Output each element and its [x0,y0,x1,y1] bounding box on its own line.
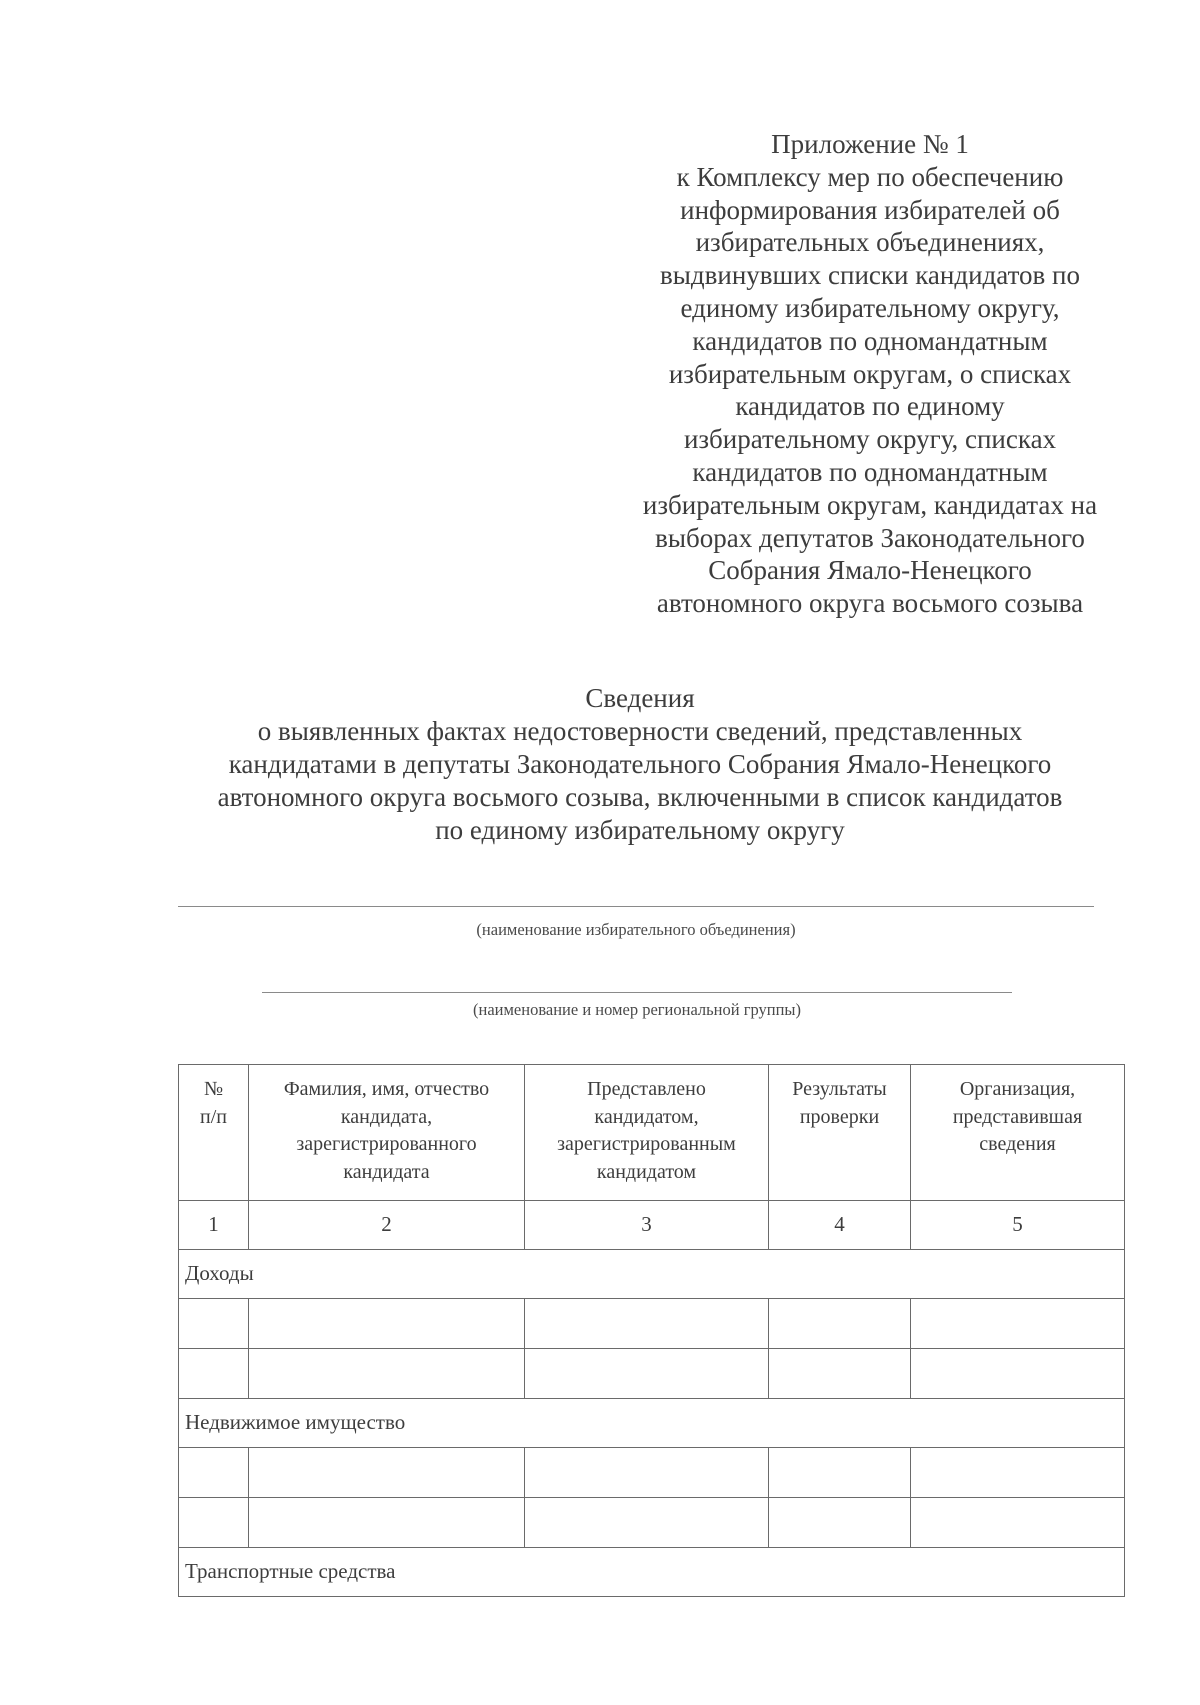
title-line: по единому избирательному округу [435,815,845,845]
title-line: кандидатами в депутаты Законодательного Собрания Ямало-Ненецкого [228,749,1052,779]
table-cell [911,1299,1125,1349]
table-cell [249,1349,525,1399]
table-cell [179,1498,249,1548]
table-row [179,1448,1125,1498]
title-line: о выявленных фактах недостоверности сведений, представленных [257,716,1023,746]
section-row-vehicles [179,1548,1125,1597]
appendix-line: кандидатов по одномандатным [692,456,1048,487]
header-cell-number: № п/п [179,1065,249,1201]
section-label: Транспортные средства [179,1548,1125,1597]
table-cell [911,1448,1125,1498]
table-header-row [179,1065,1125,1201]
title-heading: Сведения [585,683,695,713]
column-number: 1 [179,1201,249,1250]
column-numbers-row [179,1201,1125,1250]
column-number: 4 [769,1201,911,1250]
table-cell [769,1349,911,1399]
appendix-line: Собрания Ямало-Ненецкого [708,555,1032,586]
table-row [179,1299,1125,1349]
table-cell [911,1349,1125,1399]
table-cell [769,1299,911,1349]
table-cell [525,1448,769,1498]
appendix-line: избирательных объединениях, [695,227,1045,258]
association-fill-line [178,906,1094,907]
table-row [179,1349,1125,1399]
section-row-income [179,1250,1125,1299]
appendix-line: единому избирательному округу, [680,292,1060,323]
association-caption: (наименование избирательного объединения) [476,920,796,939]
table-cell [179,1349,249,1399]
section-row-real-estate [179,1399,1125,1448]
document-title [120,682,1160,847]
table-cell [769,1498,911,1548]
table-cell [249,1448,525,1498]
table-cell [179,1448,249,1498]
header-cell-organization: Организация, представившая сведения [911,1065,1125,1201]
column-number: 3 [525,1201,769,1250]
appendix-block [620,128,1120,620]
appendix-line: кандидатов по одномандатным [692,325,1048,356]
appendix-line: избирательным округам, о списках [668,358,1072,389]
column-number: 2 [249,1201,525,1250]
appendix-line: выборах депутатов Законодательного [655,522,1085,553]
group-caption: (наименование и номер региональной группы) [473,1000,801,1019]
table-cell [249,1498,525,1548]
table-cell [911,1498,1125,1548]
section-label: Доходы [179,1250,1125,1299]
header-cell-results: Результаты проверки [769,1065,911,1201]
appendix-line: выдвинувших списки кандидатов по [660,260,1080,291]
table-cell [525,1349,769,1399]
appendix-line: кандидатов по единому [735,391,1005,422]
title-line: автономного округа восьмого созыва, включенными в список кандидатов [217,782,1063,812]
table-cell [249,1299,525,1349]
table-row [179,1498,1125,1548]
table-cell [525,1498,769,1548]
appendix-line: информирования избирателей об [680,194,1060,225]
table-cell [525,1299,769,1349]
column-number: 5 [911,1201,1125,1250]
appendix-line: Приложение № 1 [771,129,969,159]
header-cell-submitted: Представлено кандидатом, зарегистрированным кандидатом [525,1065,769,1201]
appendix-line: избирательным округам, кандидатах на [642,489,1098,520]
verification-table [178,1064,1125,1597]
group-fill-line [262,992,1012,993]
appendix-line: автономного округа восьмого созыва [656,588,1084,619]
appendix-line: к Комплексу мер по обеспечению [676,161,1064,192]
section-label: Недвижимое имущество [179,1399,1125,1448]
table-cell [179,1299,249,1349]
table-cell [769,1448,911,1498]
header-cell-full-name: Фамилия, имя, отчество кандидата, зарегистрированного кандидата [249,1065,525,1201]
appendix-line: избирательному округу, списках [683,424,1057,455]
